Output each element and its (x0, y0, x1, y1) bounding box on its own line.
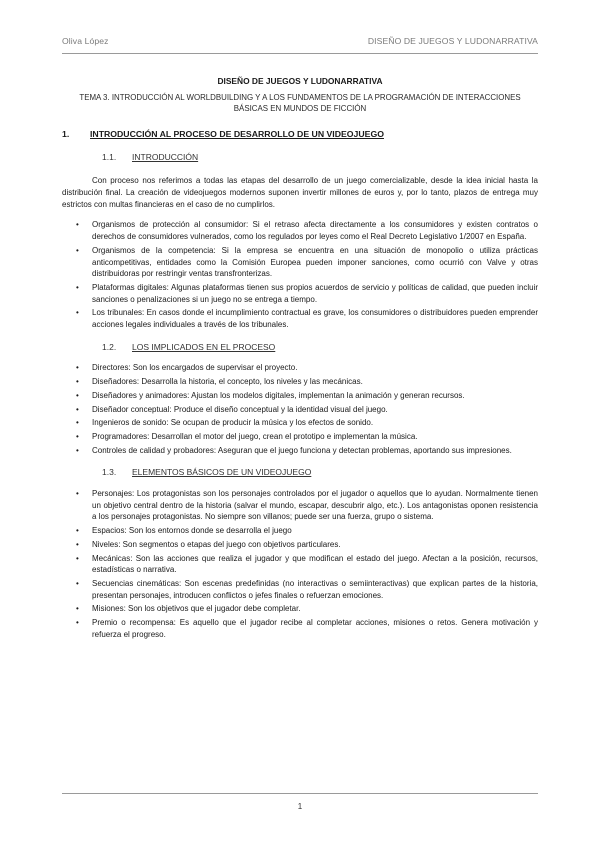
list-item (62, 282, 538, 305)
list-item (62, 245, 538, 280)
list-item (62, 553, 538, 576)
list-item-text: Programadores: Desarrollan el motor del juego, crean el prototipo e implementan la música. (92, 431, 418, 441)
section-1-number: 1. (62, 128, 70, 139)
bullet-icon: • (76, 618, 79, 628)
bullet-icon: • (76, 431, 79, 441)
list-item (62, 603, 538, 615)
bullet-icon: • (76, 445, 79, 455)
list-item (62, 219, 538, 242)
list-item-text: Personajes: Los protagonistas son los personajes controlados por el jugador o aquellos que lo ayudan. Normalmente tienen un objetivo central dentro de la historia (salvar el mundo, escapar, descubrir algo, etc.). Los antagonistas oponen resistencia a los personajes protagonistas. No siempre son villanos; puede ser una fuerza, grupo o sistema. (92, 489, 538, 522)
list-item-text: Misiones: Son los objetivos que el jugador debe completar. (92, 604, 301, 614)
header-divider (62, 53, 538, 54)
document-subtitle: TEMA 3. INTRODUCCIÓN AL WORLDBUILDING Y A LOS FUNDAMENTOS DE LA PROGRAMACIÓN DE INTERACCIONES BÁSICAS EN MUNDOS DE FICCIÓN (79, 92, 521, 114)
list-item (62, 431, 538, 443)
list-item-text: Diseñadores: Desarrolla la historia, el concepto, los niveles y las mecánicas. (92, 377, 363, 387)
list-item-text: Organismos de la competencia: Si la empresa se encuentra en una situación de monopolio o utiliza prácticas anticompetitivas, entidades como la Comisión Europea pueden imponer sanciones, como ocurrió con Valve y otras distribuidoras por restringir ventas transfronterizas. (92, 245, 538, 279)
list-item-text: Controles de calidad y probadores: Aseguran que el juego funciona y detectan problemas, aportando sus impresiones. (92, 445, 512, 455)
subsection-1-3-heading (102, 467, 538, 479)
bullet-icon: • (76, 363, 79, 373)
section-1-heading (62, 129, 538, 141)
list-item (62, 578, 538, 601)
bullet-icon: • (76, 489, 79, 499)
list-item-text: Espacios: Son los entornos donde se desarrolla el juego (92, 526, 292, 536)
elements-list (62, 488, 538, 640)
list-item-text: Los tribunales: En casos donde el incumplimiento contractual es grave, los consumidores o distribuidores pueden emprender acciones legales individuales a través de los tribunales. (92, 308, 538, 330)
subsection-1-3-title: ELEMENTOS BÁSICOS DE UN VIDEOJUEGO (132, 467, 312, 478)
list-item-text: Diseñador conceptual: Produce el diseño conceptual y la identidad visual del juego. (92, 404, 388, 414)
list-item-text: Mecánicas: Son las acciones que realiza el jugador y que modifican el estado del juego. Afectan a la posición, recursos, estadísticas o narrativa. (92, 553, 538, 575)
list-item-text: Premio o recompensa: Es aquello que el jugador recibe al completar acciones, misiones o retos. Genera motivación y refuerza el progreso. (92, 618, 538, 639)
bullet-icon: • (76, 418, 79, 428)
bullet-icon: • (76, 282, 79, 292)
subsection-1-1-number: 1.1. (102, 151, 117, 162)
roles-list (62, 362, 538, 456)
list-item-text: Niveles: Son segmentos o etapas del juego con objetivos particulares. (92, 539, 341, 549)
subsection-1-2-number: 1.2. (102, 341, 117, 352)
list-item (62, 404, 538, 416)
intro-paragraph: Con proceso nos referimos a todas las etapas del desarrollo de un juego comercializable, desde la idea inicial hasta la distribución final. La creación de videojuegos modernos suponen invertir millones de euros y, por lo tanto, plazos de entrega muy estrictos con multas financieras en el caso de no cumplirlos. (62, 176, 538, 209)
list-item (62, 445, 538, 457)
bullet-icon: • (76, 578, 79, 588)
bullet-icon: • (76, 220, 79, 230)
list-item (62, 525, 538, 537)
list-item (62, 362, 538, 374)
document-title: DISEÑO DE JUEGOS Y LUDONARRATIVA (217, 76, 383, 86)
page-number: 1 (297, 802, 303, 811)
document-body (62, 76, 538, 643)
subsection-1-2-heading (102, 342, 538, 354)
list-item (62, 488, 538, 523)
list-item-text: Secuencias cinemáticas: Son escenas predefinidas (no interactivas o semiinteractivas) que explican partes de la historia, presentan personajes, introducen conflictos o jefes finales o refuerzan emociones. (92, 578, 538, 600)
bullet-icon: • (76, 390, 79, 400)
bullet-icon: • (76, 404, 79, 414)
list-item (62, 390, 538, 402)
list-item (62, 417, 538, 429)
list-item-text: Organismos de protección al consumidor: Si el retraso afecta directamente a los consumidores y existen contratos o derechos de consumidores vulnerados, como los regulados por leyes como el Real Decreto Legislativo 1/2007 en España. (92, 220, 538, 242)
bullet-icon: • (76, 604, 79, 614)
bullet-icon: • (76, 539, 79, 549)
subsection-1-1-title: INTRODUCCIÓN (132, 151, 199, 162)
bullet-icon: • (76, 245, 79, 255)
section-1-title: INTRODUCCIÓN AL PROCESO DE DESARROLLO DE UN VIDEOJUEGO (90, 128, 384, 139)
header-author: Oliva López (62, 36, 109, 46)
list-item (62, 307, 538, 330)
list-item-text: Ingenieros de sonido: Se ocupan de producir la música y los efectos de sonido. (92, 418, 374, 428)
list-item (62, 376, 538, 388)
intro-list (62, 219, 538, 330)
footer-divider (62, 793, 538, 794)
subsection-1-3-number: 1.3. (102, 467, 117, 478)
bullet-icon: • (76, 308, 79, 318)
list-item (62, 539, 538, 551)
bullet-icon: • (76, 553, 79, 563)
subsection-1-1-heading (102, 152, 538, 164)
list-item (62, 617, 538, 640)
list-item-text: Diseñadores y animadores: Ajustan los modelos digitales, implementan la animación y generan recursos. (92, 390, 465, 400)
page-header (62, 36, 538, 50)
bullet-icon: • (76, 526, 79, 536)
list-item-text: Plataformas digitales: Algunas plataformas tienen sus propios acuerdos de servicio y políticas de calidad, que pueden incluir sanciones o penalizaciones si un juego no se entrega a tiempo. (92, 282, 538, 304)
bullet-icon: • (76, 377, 79, 387)
subsection-1-2-title: LOS IMPLICADOS EN EL PROCESO (132, 341, 276, 352)
header-course: DISEÑO DE JUEGOS Y LUDONARRATIVA (367, 36, 538, 46)
list-item-text: Directores: Son los encargados de supervisar el proyecto. (92, 363, 298, 373)
